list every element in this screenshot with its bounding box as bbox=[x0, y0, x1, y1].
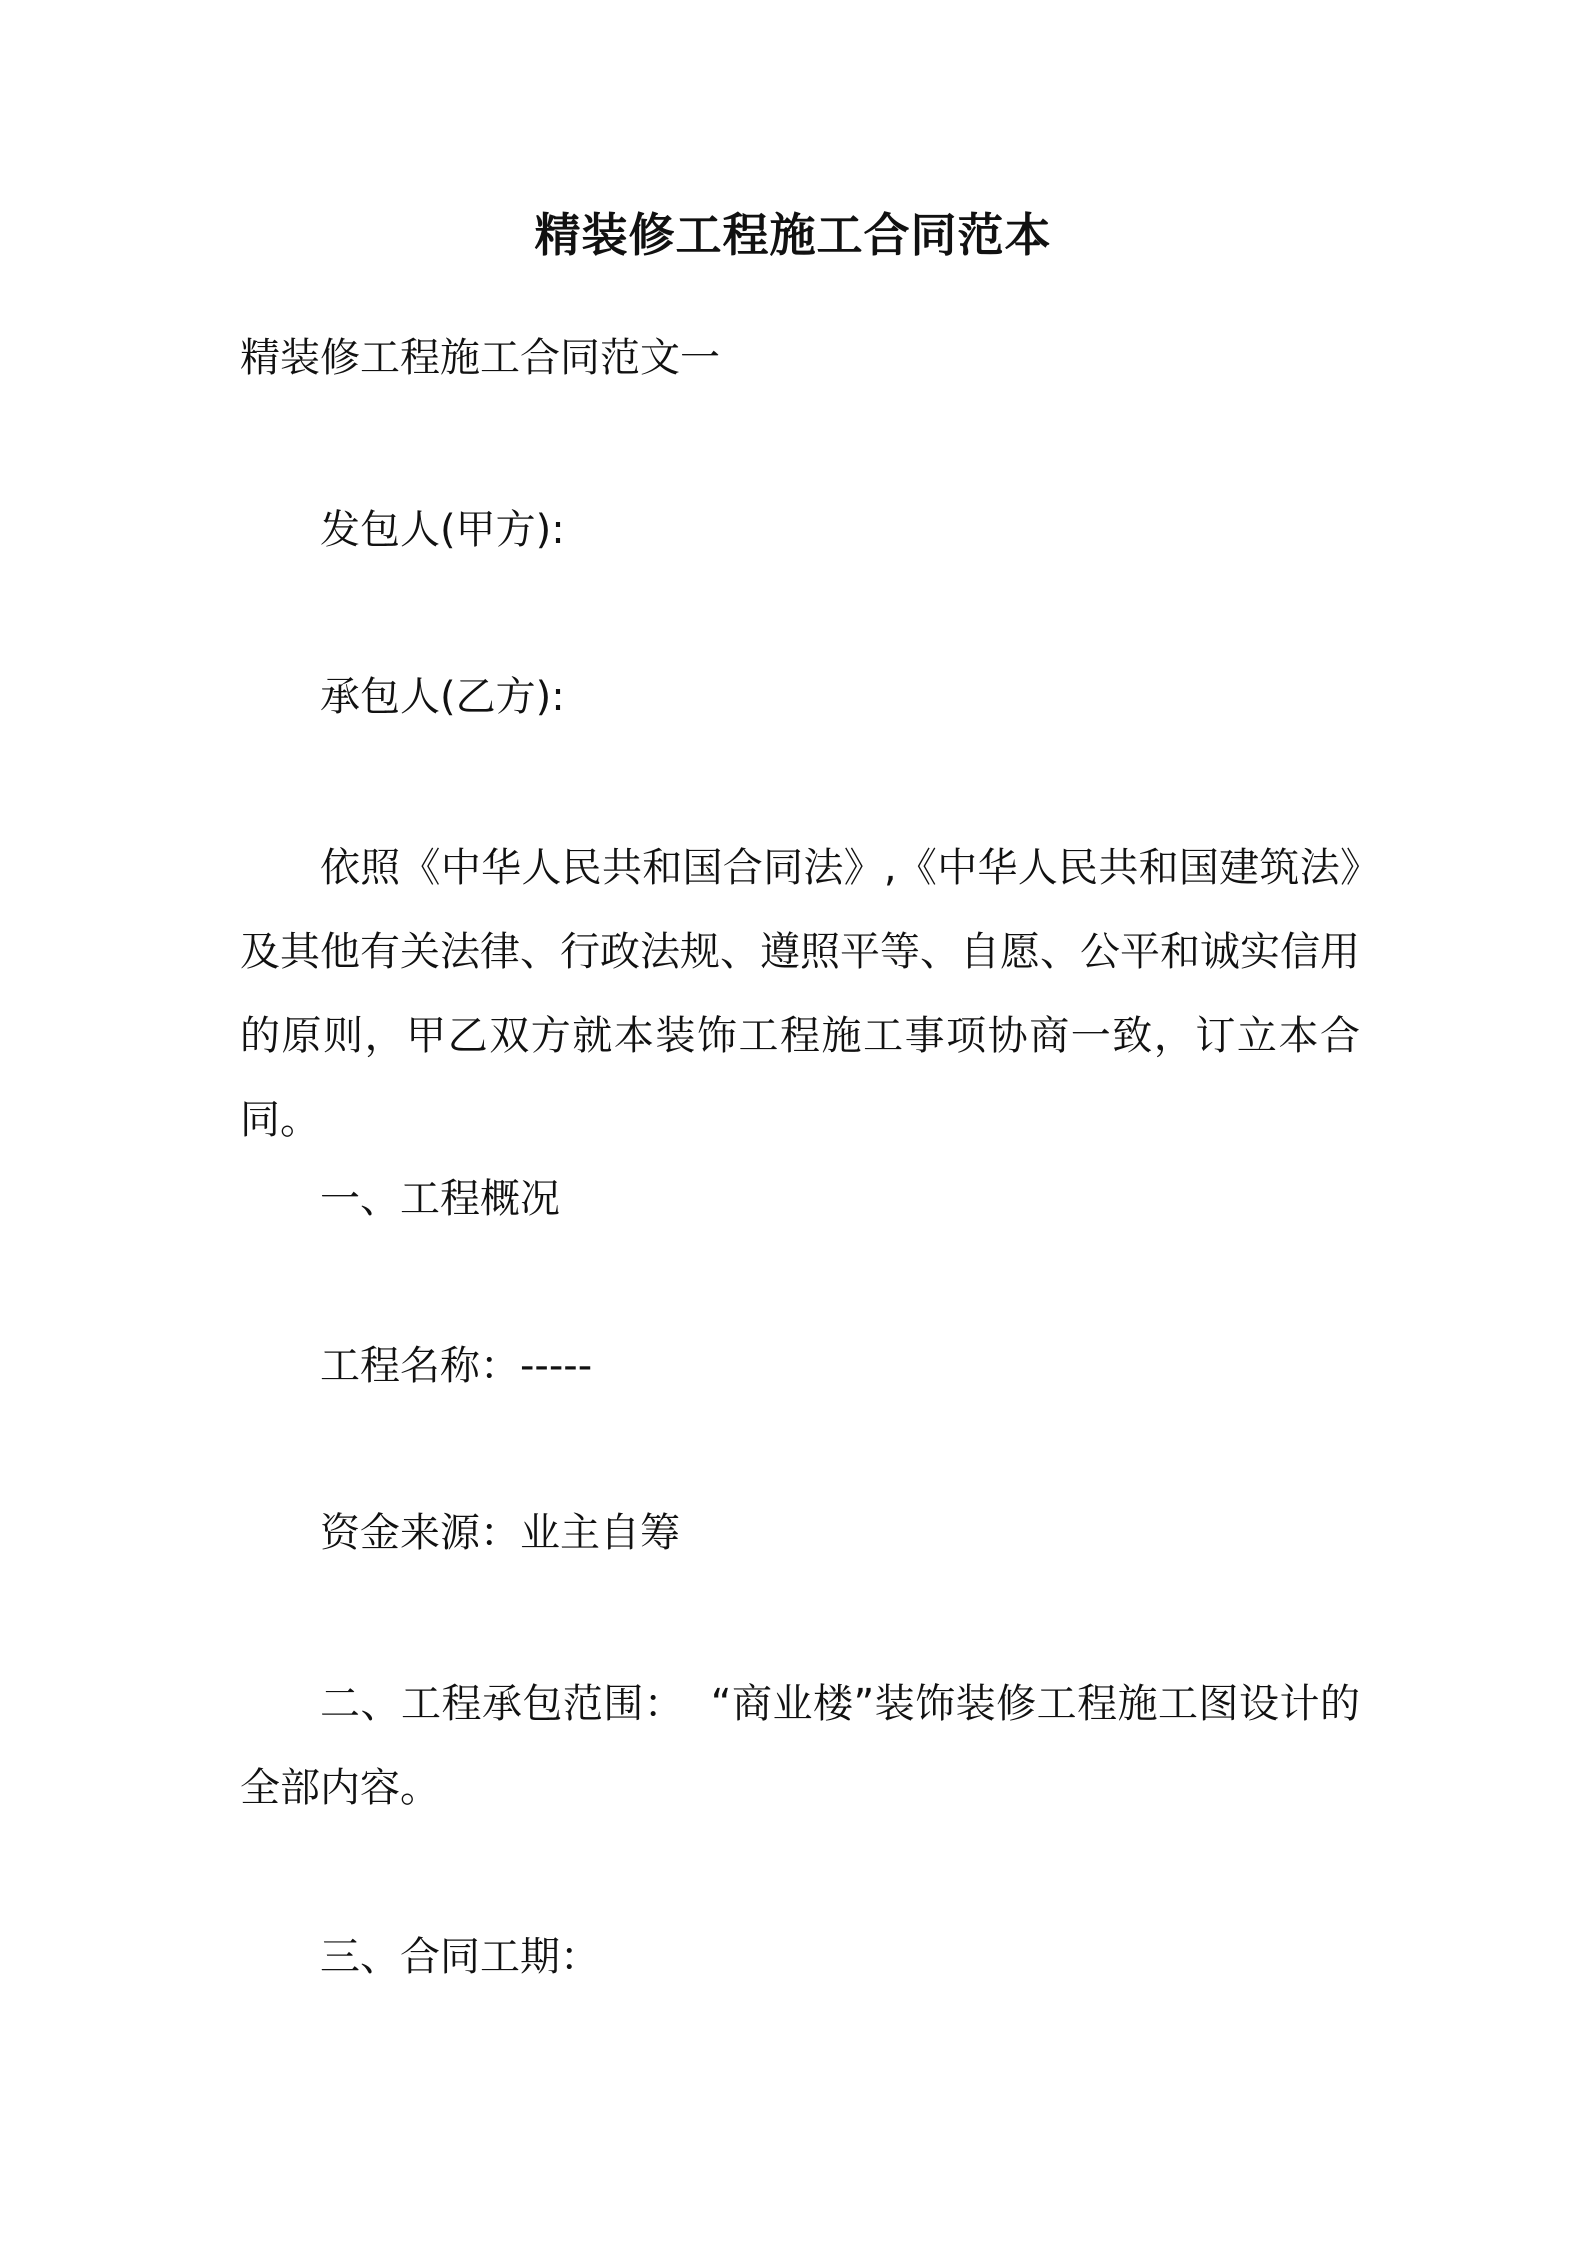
section-3-heading: 三、合同工期： bbox=[320, 1934, 600, 1980]
document-title: 精装修工程施工合同范本 bbox=[534, 208, 1052, 262]
party-b-line: 承包人(乙方): bbox=[320, 674, 565, 720]
contract-subtitle: 精装修工程施工合同范文一 bbox=[240, 335, 720, 381]
project-name-line: 工程名称：----- bbox=[320, 1343, 593, 1389]
preamble-paragraph: 依照《中华人民共和国合同法》,《中华人民共和国建筑法》及其他有关法律、行政法规、遵照平等、自愿、公平和诚实信用的原则，甲乙双方就本装饰工程施工事项协商一致，订立本合同。 bbox=[240, 845, 1360, 1143]
funding-source-line: 资金来源：业主自筹 bbox=[320, 1510, 680, 1556]
section-2-paragraph: 二、工程承包范围： “商业楼”装饰装修工程施工图设计的全部内容。 bbox=[240, 1681, 1360, 1811]
section-1-heading: 一、工程概况 bbox=[320, 1176, 560, 1222]
party-a-line: 发包人(甲方): bbox=[320, 507, 565, 553]
